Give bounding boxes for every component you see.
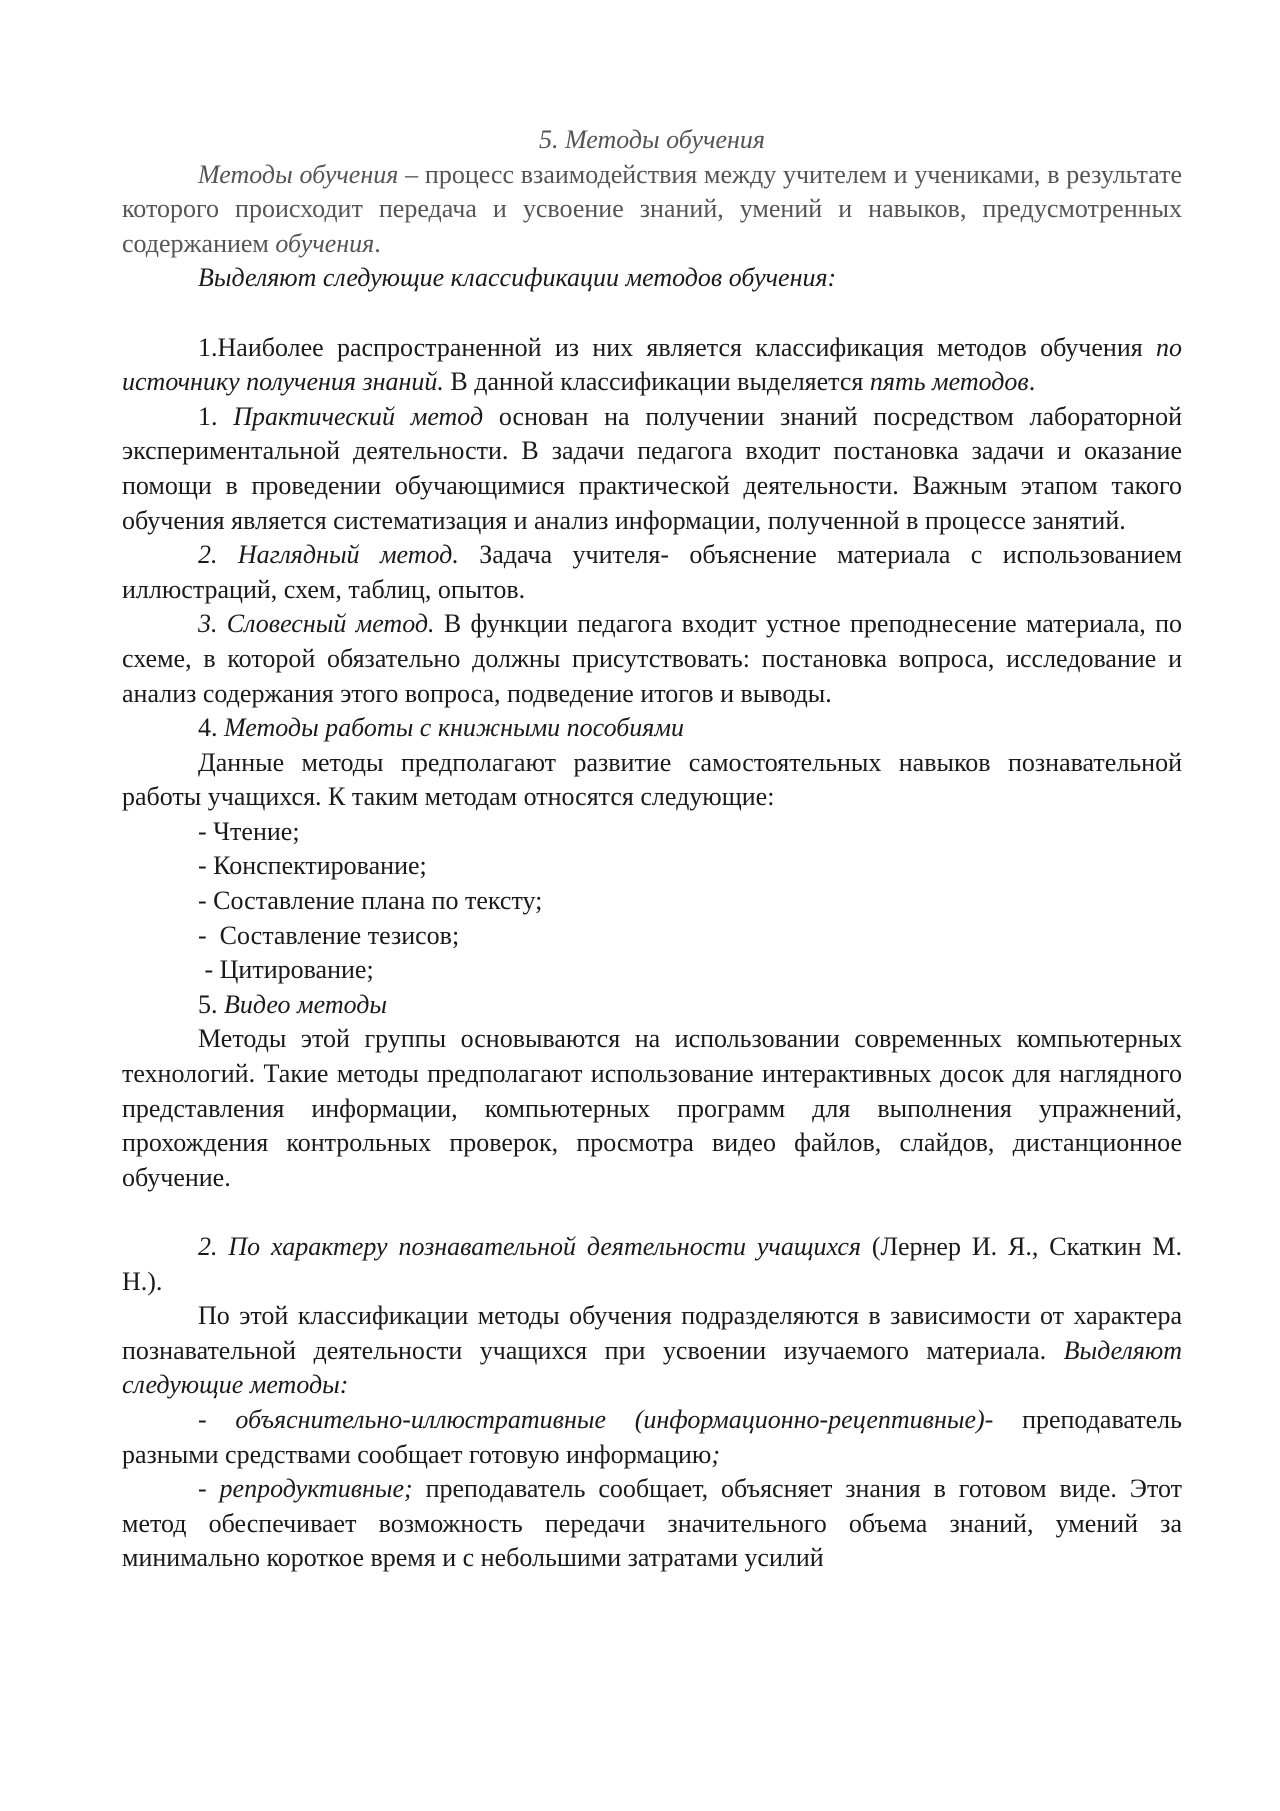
method-3-paragraph: 3. Словесный метод. В функции педагога входит устное преподнесение материала, по схеме, в которой обязательно должны присутствовать: постановка вопроса, исследование и анализ содержания этого вопроса, подведение итогов и выводы. <box>122 609 1182 708</box>
method-explanatory-paragraph: - объяснительно-иллюстративные (информационно-рецептивные)- преподаватель разными средствами сообщает готовую информацию; <box>122 1404 1182 1469</box>
method-1-paragraph: 1. Практический метод основан на получении знаний посредством лабораторной экспериментальной деятельности. В задачи педагога входит постановка задачи и оказание помощи в проведении обучающимися практической деятельности. Важным этапом такого обучения является систематизация и анализ информации, полученной в процессе занятий. <box>122 401 1182 535</box>
method-5-heading: 5. Видео методы <box>198 989 388 1019</box>
method-2-paragraph: 2. Наглядный метод. Задача учителя- объяснение материала с использованием иллюстраций, схем, таблиц, опытов. <box>122 540 1182 604</box>
method-5-paragraph: Методы этой группы основываются на использовании современных компьютерных технологий. Такие методы предполагают использование интерактивных досок для наглядного представления информации, компьютерных программ для выполнения упражнений, прохождения контрольных проверок, просмотра видео файлов, слайдов, дистанционное обучение. <box>122 1024 1182 1192</box>
method-1-name: Практический метод <box>233 401 484 431</box>
method-reproductive-paragraph: - репродуктивные; преподаватель сообщает, объясняет знания в готовом виде. Этот метод обеспечивает возможность передачи значительного объема знаний, умений за минимально короткое время и с небольшими затратами усилий <box>122 1474 1182 1573</box>
classification-2-heading: 2. По характеру познавательной деятельности учащихся (Лернер И. Я., Скаткин М. Н.). <box>122 1232 1182 1296</box>
method-reproductive-name: - репродуктивные; <box>198 1474 413 1504</box>
list-item: - Цитирование; <box>198 955 374 985</box>
definition-paragraph: Методы обучения – процесс взаимодействия между учителем и учениками, в результате которого происходит передача и усвоение знаний, умений и навыков, предусмотренных содержанием обучения. <box>122 159 1182 258</box>
classifications-intro: Выделяют следующие классификации методов обучения: <box>198 263 837 293</box>
method-2-name: 2. Наглядный метод. <box>198 540 459 570</box>
blank-line <box>122 296 1182 331</box>
list-item: - Составление плана по тексту; <box>198 886 543 916</box>
method-3-name: 3. Словесный метод. <box>198 609 435 639</box>
method-4-heading: 4. Методы работы с книжными пособиями <box>198 713 684 743</box>
definition-term: Методы обучения <box>198 159 399 189</box>
method-4-paragraph: Данные методы предполагают развитие самостоятельных навыков познавательной работы учащихся. К таким методам относятся следующие: <box>122 747 1182 812</box>
classification-1-paragraph: 1.Наиболее распространенной из них является классификация методов обучения по источнику получения знаний. В данной классификации выделяется пять методов. <box>122 332 1182 397</box>
classification-2-paragraph: По этой классификации методы обучения подразделяются в зависимости от характера познавательной деятельности учащихся при усвоении изучаемого материала. Выделяют следующие методы: <box>122 1301 1182 1400</box>
method-explanatory-name: объяснительно-иллюстративные (информационно-рецептивные)- <box>235 1404 994 1434</box>
list-item: - Конспектирование; <box>198 851 427 881</box>
list-item: - Чтение; <box>198 816 300 846</box>
blank-line <box>122 1195 1182 1230</box>
document-page <box>122 123 1182 1576</box>
section-title: 5. Методы обучения <box>538 125 766 154</box>
list-item: - Составление тезисов; <box>198 920 460 950</box>
